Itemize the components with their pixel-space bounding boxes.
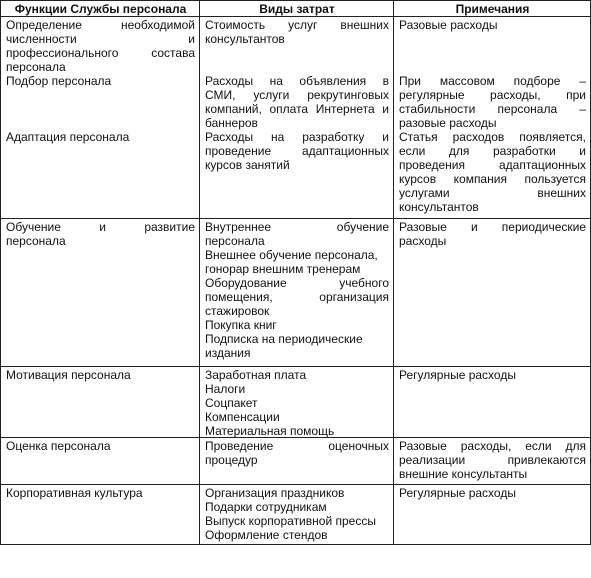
header-notes: Примечания <box>455 2 530 16</box>
costs-cell: Организация праздников Подарки сотрудникам Выпуск корпоративной прессы Оформление стендов <box>200 485 394 544</box>
table-header-row <box>0 0 591 17</box>
notes-cell: Регулярные расходы <box>399 486 516 500</box>
costs-cell: Проведение оценочных процедур <box>200 438 394 484</box>
notes-cell: Разовые и периодические расходы <box>399 220 586 248</box>
header-cost-types: Виды затрат <box>200 1 394 16</box>
costs-cell: Стоимость услуг внешних консультантов Расходы на объявления в СМИ, услуги рекрутинговых компаний, оплата Интернета и баннеров Расходы на разработку и проведение адаптационных курсов занятий <box>200 17 394 218</box>
function-cell: Корпоративная культура <box>1 485 200 544</box>
table-row <box>0 485 591 545</box>
costs-cell: Заработная плата Налоги Соцпакет Компенсации Материальная помощь <box>200 367 394 437</box>
notes-cell: Разовые расходы, если для реализации привлекаются внешние консультанты <box>399 439 586 481</box>
function-cell: Оценка персонала <box>1 438 200 484</box>
header-functions: Функции Службы персонала <box>1 1 200 16</box>
table-row <box>0 17 591 219</box>
function-cell: Обучение и развитие персонала <box>1 219 200 366</box>
function-cell: Мотивация персонала <box>1 367 200 437</box>
costs-cell: Внутреннее обучение персонала Внешнее обучение персонала, гонорар внешним тренерам Оборудование учебного помещения, организация стажировок Покупка книг Подписка на периодические издания <box>200 219 394 366</box>
notes-cell: Разовые расходы При массовом подборе – регулярные расходы, при стабильности персонала – разовые расходы Статья расходов появляется, если для разработки и проведения адаптационных курсов компания пользуется услугами внешних консультантов <box>399 18 586 214</box>
table-row <box>0 219 591 367</box>
table-row <box>0 438 591 485</box>
notes-cell: Регулярные расходы <box>399 368 516 382</box>
function-cell: Определение необходимой численности и профессионального состава персонала Подбор персонала Адаптация персонала <box>1 17 200 218</box>
table-row <box>0 367 591 438</box>
